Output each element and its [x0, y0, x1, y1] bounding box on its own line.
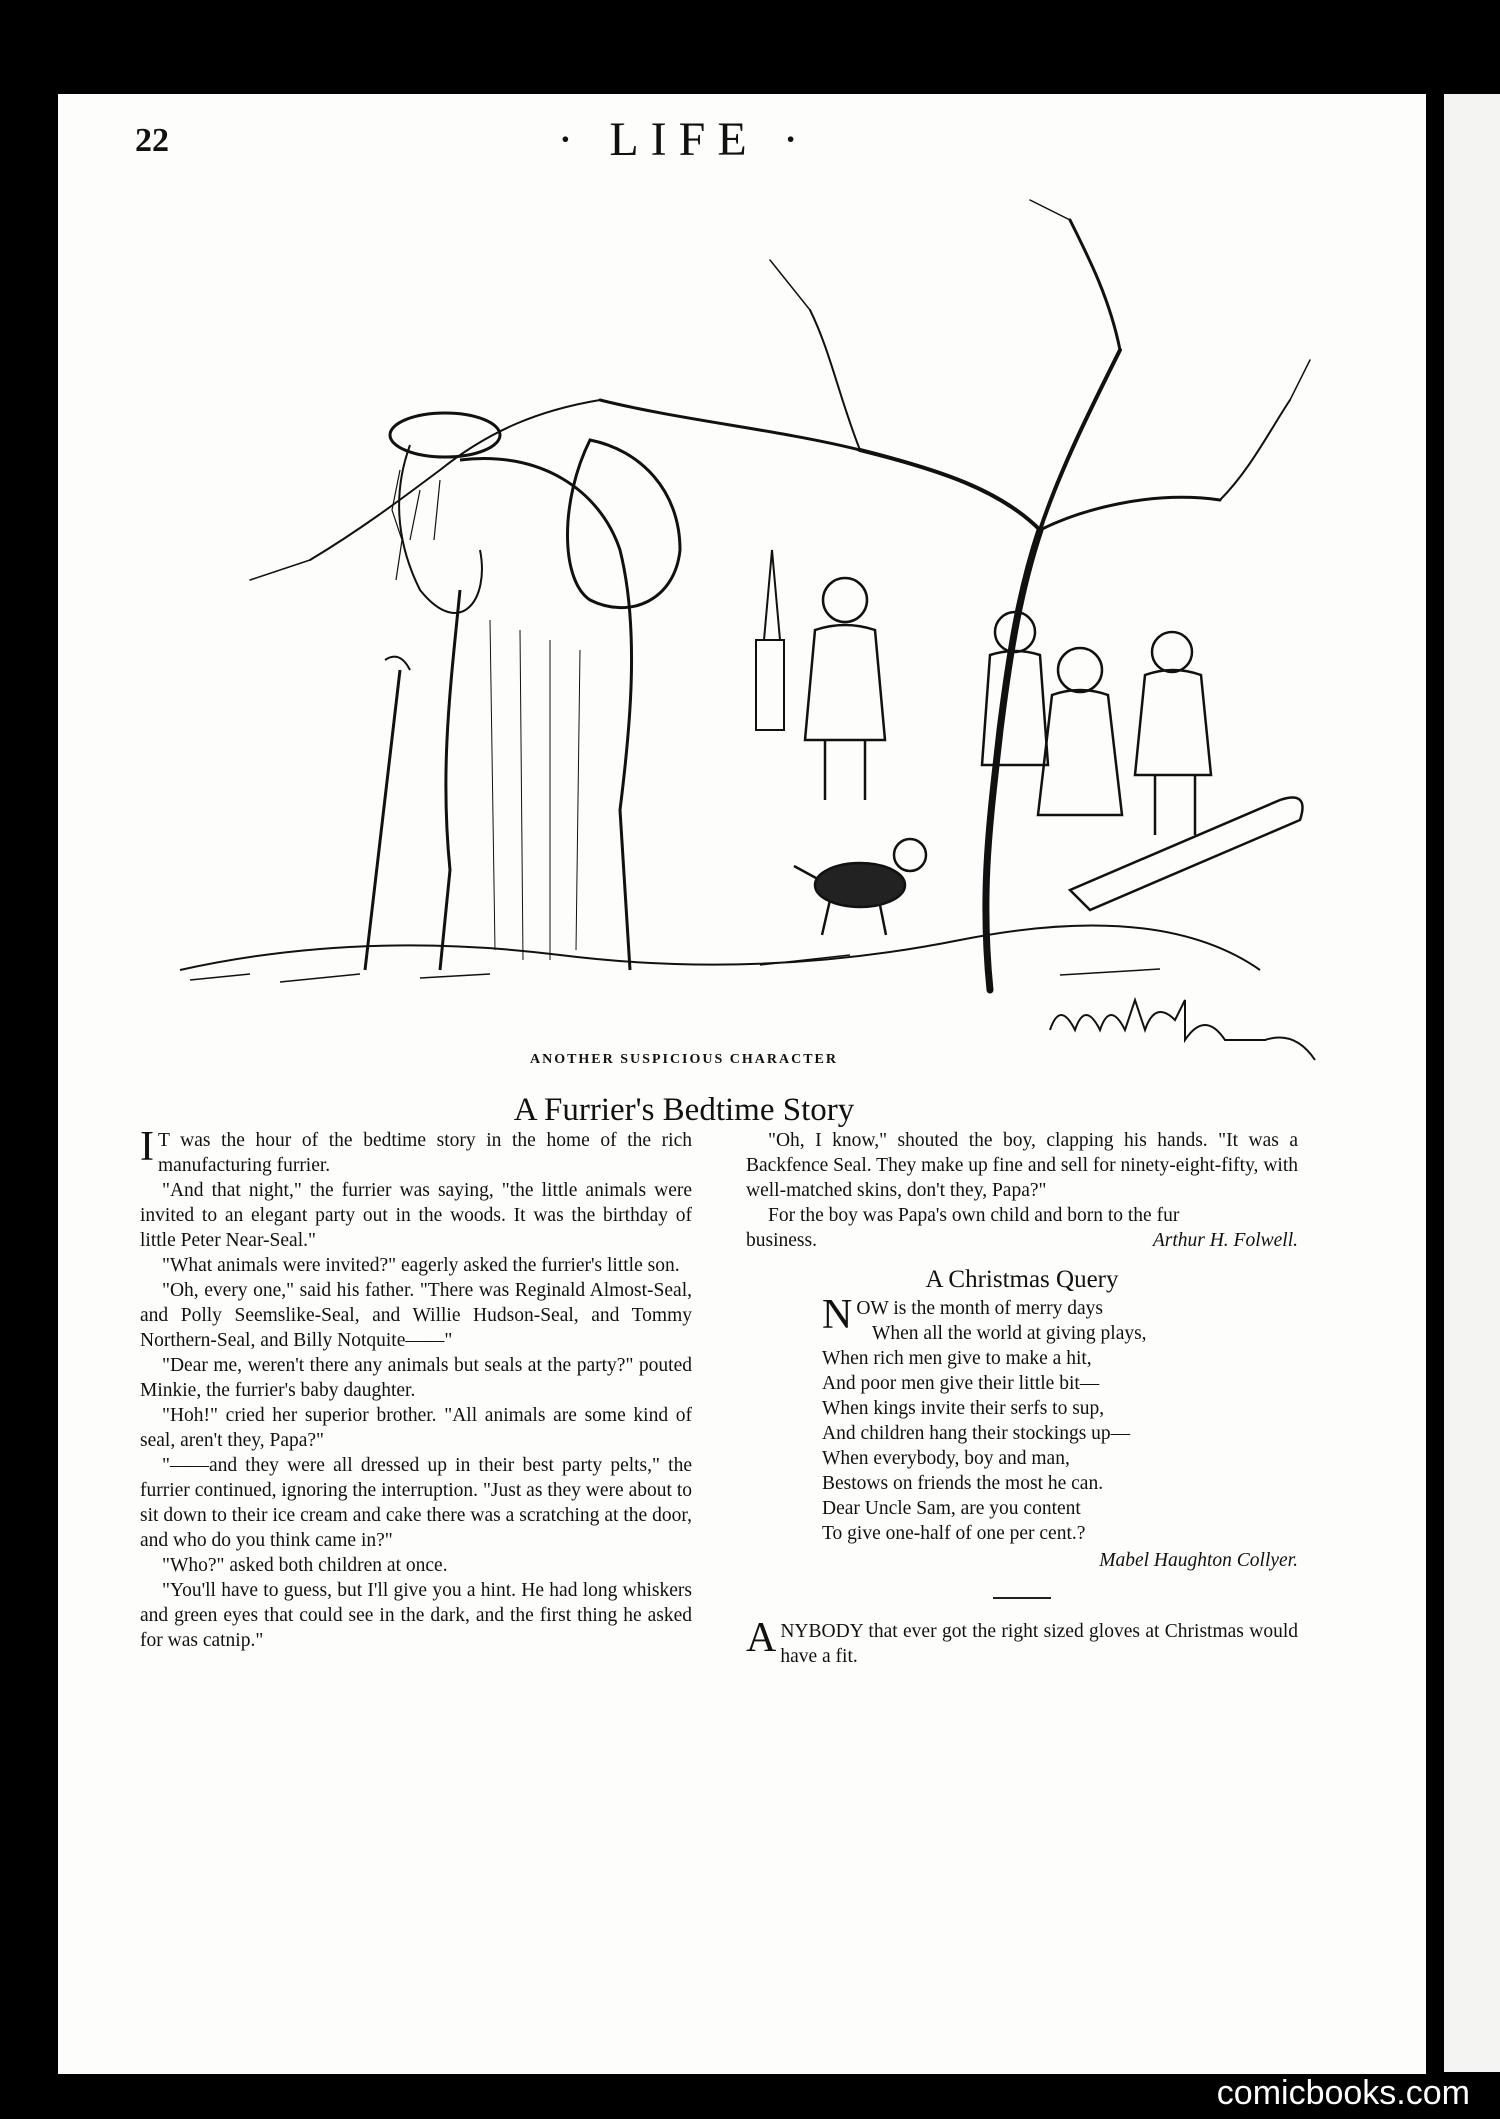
church-steeple	[756, 550, 784, 730]
illustration-caption: ANOTHER SUSPICIOUS CHARACTER	[529, 1052, 839, 1067]
poem-line: When all the world at giving plays,	[872, 1323, 1147, 1344]
ground-line	[180, 925, 1260, 970]
joke-paragraph: ANYBODY that ever got the right sized gloves at Christmas would have a fit.	[746, 1615, 1298, 1667]
story-author: Arthur H. Folwell.	[1152, 1230, 1298, 1251]
poem-line: And children hang their stockings up—	[822, 1423, 1131, 1444]
poem-dropcap: N	[822, 1292, 853, 1338]
cartoon-illustration	[160, 170, 1330, 1150]
poem-line: When kings invite their serfs to sup,	[822, 1398, 1105, 1419]
story-paragraph: "Oh, I know," shouted the boy, clapping his hands. "It was a Backfence Seal. They make up fine and sell for ninety-eight-fifty, with well-matched skins, don't they, Papa?"	[746, 1130, 1298, 1201]
next-page-edge	[1444, 94, 1500, 2072]
story-paragraph: I T was the hour of the bedtime story in the home of the rich manufacturing furrier.	[140, 1124, 692, 1176]
story-paragraph: "And that night," the furrier was saying, "the little animals were invited to an elegant party out in the woods. It was the birthday of little Peter Near-Seal."	[140, 1180, 692, 1251]
poem-author: Mabel Haughton Collyer.	[1099, 1550, 1298, 1571]
artist-signature	[1050, 1000, 1315, 1060]
poem-line: When everybody, boy and man,	[822, 1448, 1070, 1469]
story-paragraph: "What animals were invited?" eagerly asked the furrier's little son.	[162, 1255, 680, 1276]
story-paragraph: "——and they were all dressed up in their best party pelts," the furrier continued, ignoring the interruption. "Just as they were about to sit down to their ice cream and cake there was a scratching at the door, and who do you think came in?"	[140, 1455, 692, 1551]
bearded-man-figure	[365, 413, 680, 970]
story-paragraph: "You'll have to guess, but I'll give you a hint. He had long whiskers and green eyes that could see in the dark, and the first thing he asked for was catnip."	[140, 1580, 692, 1651]
poem-title: A Christmas Query	[925, 1266, 1119, 1293]
story-paragraph: "Hoh!" cried her superior brother. "All animals are some kind of seal, aren't they, Papa?"	[140, 1405, 692, 1451]
story-dropcap: I	[140, 1124, 154, 1170]
story-column-right	[746, 1128, 1298, 1669]
joke-dropcap: A	[746, 1615, 777, 1661]
poem-line: Bestows on friends the most he can.	[822, 1473, 1104, 1494]
poem-body	[822, 1292, 1298, 1573]
poem-line: And poor men give their little bit—	[822, 1373, 1100, 1394]
story-column-left	[140, 1124, 692, 1653]
bare-tree	[250, 200, 1310, 990]
story-paragraph: "Dear me, weren't there any animals but seals at the party?" pouted Minkie, the furrier's baby daughter.	[140, 1355, 692, 1401]
poem-line: When rich men give to make a hit,	[822, 1348, 1092, 1369]
story-paragraph: For the boy was Papa's own child and born to the fur	[768, 1205, 1180, 1226]
poem-line: Dear Uncle Sam, are you content	[822, 1498, 1081, 1519]
story-title: A Furrier's Bedtime Story	[513, 1092, 855, 1128]
section-divider	[993, 1597, 1051, 1599]
poem-line: NOW is the month of merry days	[822, 1292, 1103, 1338]
site-watermark: comicbooks.com	[1216, 2074, 1470, 2112]
children-group	[805, 578, 1211, 835]
story-paragraph: "Who?" asked both children at once.	[162, 1555, 448, 1576]
story-paragraph: "Oh, every one," said his father. "There was Reginald Almost-Seal, and Polly Seemslike-Seal, and Willie Hudson-Seal, and Tommy Northern-Seal, and Billy Notquite——"	[140, 1280, 692, 1351]
story-signoff: business. Arthur H. Folwell.	[746, 1230, 1298, 1251]
masthead: · LIFE ·	[557, 113, 811, 166]
page-number: 22	[135, 122, 169, 159]
dog-figure	[794, 839, 926, 935]
poem-line: To give one-half of one per cent.?	[822, 1523, 1086, 1544]
